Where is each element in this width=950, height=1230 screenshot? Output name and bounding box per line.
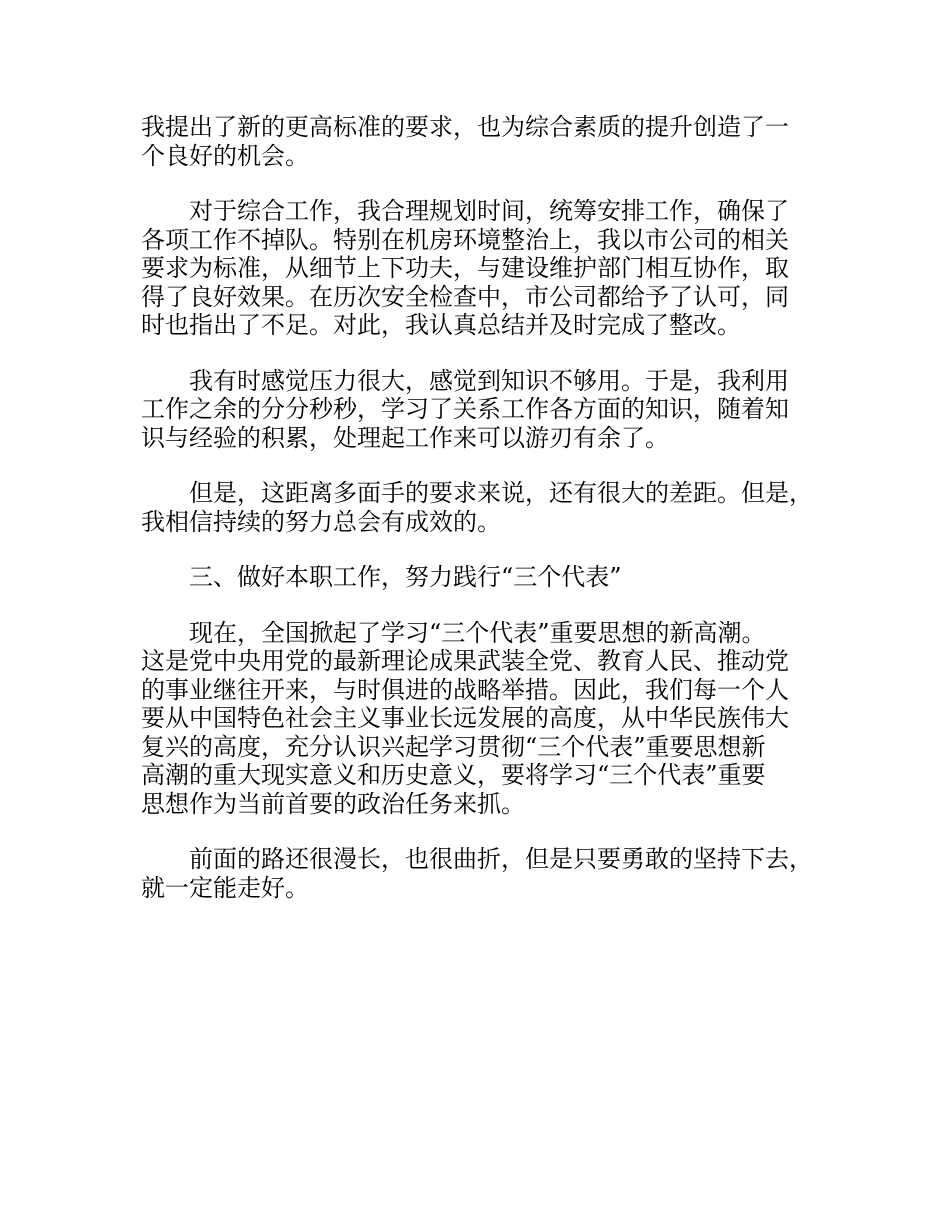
- heading-text: 三、做好本职工作，努力践行“三个代表”: [189, 563, 622, 591]
- paragraph-4: [141, 479, 836, 536]
- text-line: 各项工作不掉队。特别在机房环境整治上，我以市公司的相关: [141, 225, 789, 254]
- text-line: 工作之余的分分秒秒，学习了关系工作各方面的知识，随着知: [141, 395, 789, 423]
- text-line: 前面的路还很漫长，也很曲折，但是只要勇敢的坚持下去，: [189, 845, 813, 873]
- text-line: 但是，这距离多面手的要求来说，还有很大的差距。但是，: [189, 479, 813, 507]
- text-line: 时也指出了不足。对此，我认真总结并及时完成了整改。: [141, 311, 741, 339]
- paragraph-5: [141, 619, 836, 819]
- text-line: 个良好的机会。: [141, 141, 309, 170]
- text-line: 的事业继往开来，与时俱进的战略举措。因此，我们每一个人: [141, 675, 789, 704]
- text-line: 对于综合工作，我合理规划时间，统筹安排工作，确保了: [189, 197, 789, 225]
- text-line: 就一定能走好。: [141, 873, 309, 902]
- text-line: 我相信持续的努力总会有成效的。: [141, 507, 501, 536]
- text-line: 高潮的重大现实意义和历史意义，要将学习“三个代表”重要: [141, 761, 766, 789]
- text-line: 我提出了新的更高标准的要求，也为综合素质的提升创造了一: [141, 113, 789, 141]
- section-heading: [141, 563, 836, 592]
- paragraph-1: [141, 113, 836, 170]
- text-line: 复兴的高度，充分认识兴起学习贯彻“三个代表”重要思想新: [141, 732, 766, 761]
- paragraph-3: [141, 367, 836, 453]
- text-line: 要求为标准，从细节上下功夫，与建设维护部门相互协作，取: [141, 254, 789, 282]
- text-line: 我有时感觉压力很大，感觉到知识不够用。于是，我利用: [189, 366, 789, 395]
- paragraph-2: [141, 197, 836, 340]
- text-line: 得了良好效果。在历次安全检查中，市公司都给予了认可，同: [141, 282, 789, 311]
- document-body: [141, 113, 836, 929]
- text-line: 识与经验的积累，处理起工作来可以游刃有余了。: [141, 423, 669, 452]
- text-line: 现在，全国掀起了学习“三个代表”重要思想的新高潮。: [189, 618, 766, 647]
- text-line: 这是党中央用党的最新理论成果武装全党、教育人民、推动党: [141, 647, 789, 675]
- text-line: 思想作为当前首要的政治任务来抓。: [141, 789, 525, 818]
- paragraph-6: [141, 845, 836, 902]
- text-line: 要从中国特色社会主义事业长远发展的高度，从中华民族伟大: [141, 704, 789, 732]
